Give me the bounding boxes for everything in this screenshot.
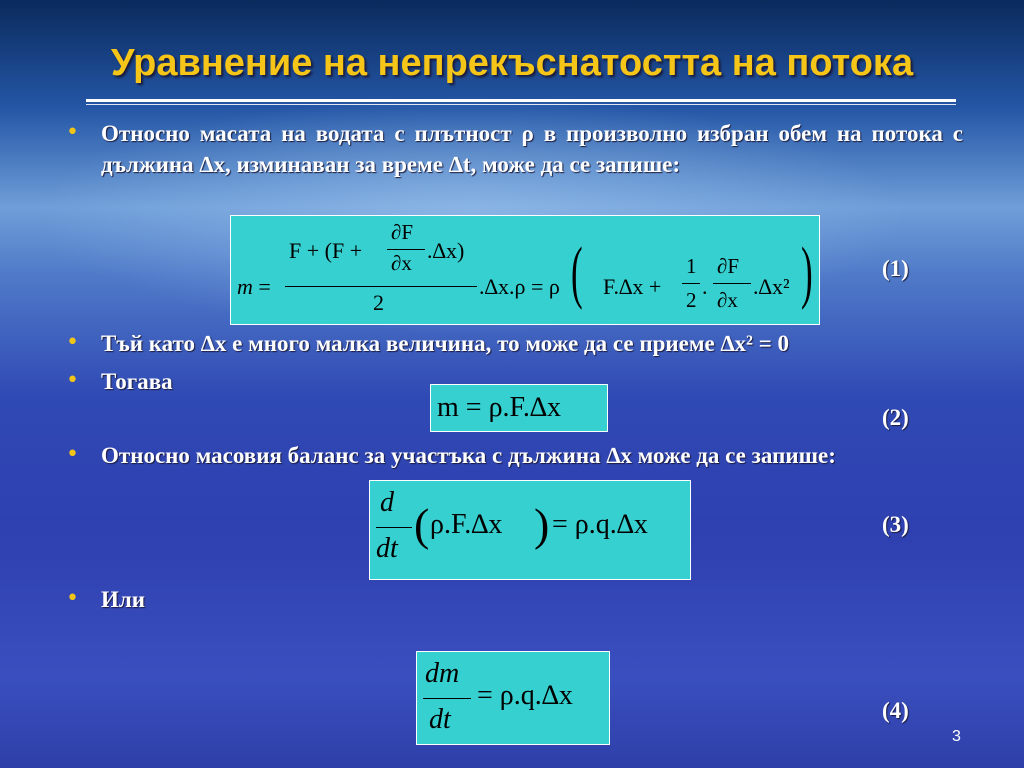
equation-number-2: (2) bbox=[882, 405, 909, 430]
bullet-text-5-content: Или bbox=[101, 587, 146, 612]
equation-number-4: (4) bbox=[882, 698, 909, 723]
bullet-text-1 bbox=[101, 118, 963, 180]
equation-1-box bbox=[230, 215, 820, 325]
eq1-inner-fraction-bar bbox=[387, 249, 425, 250]
eq3-left-paren: ( bbox=[414, 499, 430, 550]
bullet-icon: • bbox=[66, 442, 79, 467]
page-number: 3 bbox=[952, 728, 961, 745]
bullet-text-4 bbox=[101, 440, 963, 471]
equation-3-box bbox=[369, 480, 691, 580]
eq1-dF2: ∂F bbox=[717, 254, 740, 278]
bullet-text-1-content: Относно масата на водата с плътност ρ в произволно избран обем на потока с дължина ∆x, изминаван за време ∆t, може да се запише: bbox=[101, 121, 963, 177]
eq4-rhs: = ρ.q.∆x bbox=[477, 680, 573, 711]
eq1-half-bar bbox=[682, 283, 700, 284]
eq4-dt: dt bbox=[429, 704, 451, 735]
eq1-main-fraction-bar bbox=[285, 286, 477, 287]
eq3-inner: ρ.F.∆x bbox=[430, 509, 503, 540]
eq1-dot: . bbox=[702, 274, 708, 299]
bullet-text-4-content: Относно масовия баланс за участъка с дължина ∆x може да се запише: bbox=[101, 443, 836, 468]
eq1-mid: .∆x.ρ = ρ bbox=[479, 274, 560, 299]
eq1-dx2: ∂x bbox=[717, 288, 738, 312]
slide-title: Уравнение на непрекъснатостта на потока bbox=[110, 42, 914, 84]
eq2-expr: m = ρ.F.∆x bbox=[437, 392, 562, 423]
eq3-right-paren: ) bbox=[534, 499, 550, 550]
eq1-dF: ∂F bbox=[391, 220, 414, 244]
eq3-d: d bbox=[380, 487, 394, 518]
eq1-num-a: F + (F + bbox=[289, 238, 363, 263]
equation-4-box bbox=[416, 651, 610, 745]
bullet-text-2 bbox=[101, 328, 963, 359]
eq1-tail: .∆x² bbox=[753, 274, 790, 299]
bullet-text-2-content: Тъй като ∆x е много малка величина, то може да се приеме ∆x² = 0 bbox=[101, 331, 790, 356]
bullet-text-3-content: Тогава bbox=[101, 369, 173, 394]
eq1-num-b: .∆x) bbox=[427, 238, 465, 263]
eq1-den: 2 bbox=[373, 290, 384, 315]
bullet-icon: • bbox=[66, 368, 79, 393]
equation-number-1: (1) bbox=[882, 256, 909, 281]
eq3-rhs: = ρ.q.∆x bbox=[552, 509, 648, 540]
eq3-dt: dt bbox=[376, 533, 398, 564]
bullet-icon: • bbox=[66, 120, 79, 145]
eq1-t1: F.∆x + bbox=[603, 274, 662, 299]
eq1-frac2-bar bbox=[713, 283, 751, 284]
eq4-fraction-bar bbox=[423, 698, 471, 699]
bullet-icon: • bbox=[66, 586, 79, 611]
title-rule bbox=[86, 99, 956, 102]
eq1-m: m = bbox=[237, 274, 271, 299]
eq1-half-num: 1 bbox=[686, 254, 697, 278]
eq4-dm: dm bbox=[425, 658, 460, 689]
eq1-half-den: 2 bbox=[686, 288, 697, 312]
bullet-icon: • bbox=[66, 330, 79, 355]
eq1-right-paren: ) bbox=[801, 234, 813, 311]
equation-2-box bbox=[430, 384, 608, 432]
eq3-fraction-bar bbox=[376, 527, 412, 528]
eq1-left-paren: ( bbox=[571, 234, 583, 311]
bullet-text-5 bbox=[101, 584, 963, 615]
equation-number-3: (3) bbox=[882, 512, 909, 537]
title-rule-thin bbox=[86, 104, 956, 105]
eq1-dx: ∂x bbox=[391, 251, 412, 275]
